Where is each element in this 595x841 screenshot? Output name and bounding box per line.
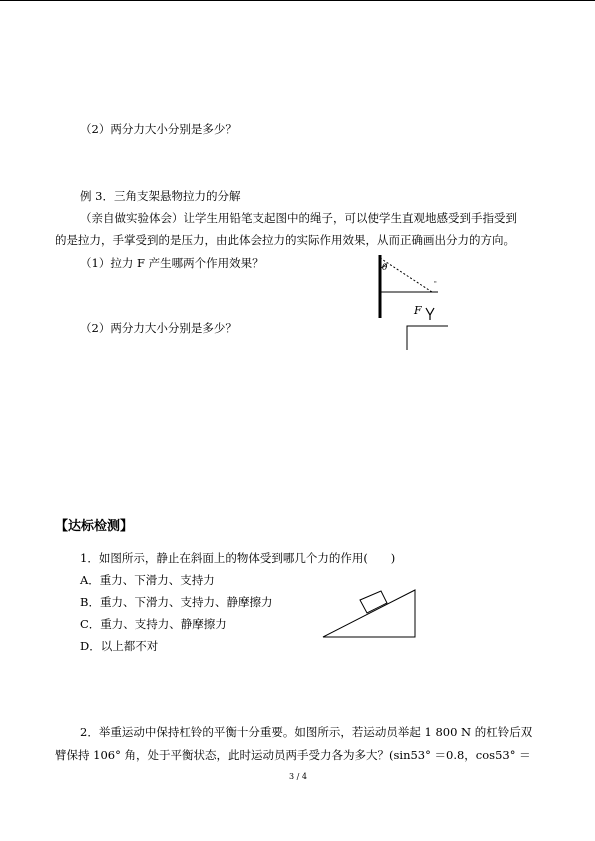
- section-heading: 【达标检测】: [55, 519, 134, 534]
- force-arrow: [426, 308, 434, 320]
- hanging-box: [407, 326, 448, 350]
- option-a: A．重力、下滑力、支持力: [80, 573, 215, 587]
- example-3-paragraph-line-1: （亲自做实验体会）让学生用铅笔支起图中的绳子，可以使学生直观地感受到手指受到: [80, 211, 517, 225]
- example-3-question-1: （1）拉力 F 产生哪两个作用效果？: [80, 256, 264, 270]
- option-b: B．重力、下滑力、支持力、静摩擦力: [80, 595, 273, 609]
- example-3-paragraph-line-2: 的是拉力，手掌受到的是压力，由此体会拉力的实际作用效果，从而正确画出分力的方向。: [55, 233, 515, 247]
- test-question-2-line-1: 2．举重运动中保持杠铃的平衡十分重要。如图所示，若运动员举起 1 800 N 的杠铃后双: [80, 725, 533, 739]
- option-d: D．以上都不对: [80, 639, 159, 653]
- force-label: F: [414, 304, 422, 317]
- example-3-question-2: （2）两分力大小分别是多少？: [80, 321, 237, 335]
- page-number: 3 / 4: [289, 772, 307, 781]
- test-question-1-stem: 1．如图所示，静止在斜面上的物体受到哪几个力的作用( ): [80, 551, 396, 565]
- header-rule: [0, 0, 595, 1]
- rope: [380, 258, 432, 292]
- option-c: C．重力、支持力、静摩擦力: [80, 617, 227, 631]
- bracket-figure: [370, 252, 460, 352]
- example-3-title: 例 3．三角支架悬物拉力的分解: [80, 189, 241, 203]
- test-question-2-line-2: 臂保持 106° 角，处于平衡状态，此时运动员两手受力各为多大？(sin53° ＝0.8，cos53° ＝: [55, 748, 531, 762]
- block: [360, 591, 387, 613]
- svg-text:": ": [434, 281, 437, 288]
- question-2-text: （2）两分力大小分别是多少？: [80, 122, 237, 136]
- angle-label: θ: [382, 263, 388, 273]
- incline-figure: [320, 585, 420, 645]
